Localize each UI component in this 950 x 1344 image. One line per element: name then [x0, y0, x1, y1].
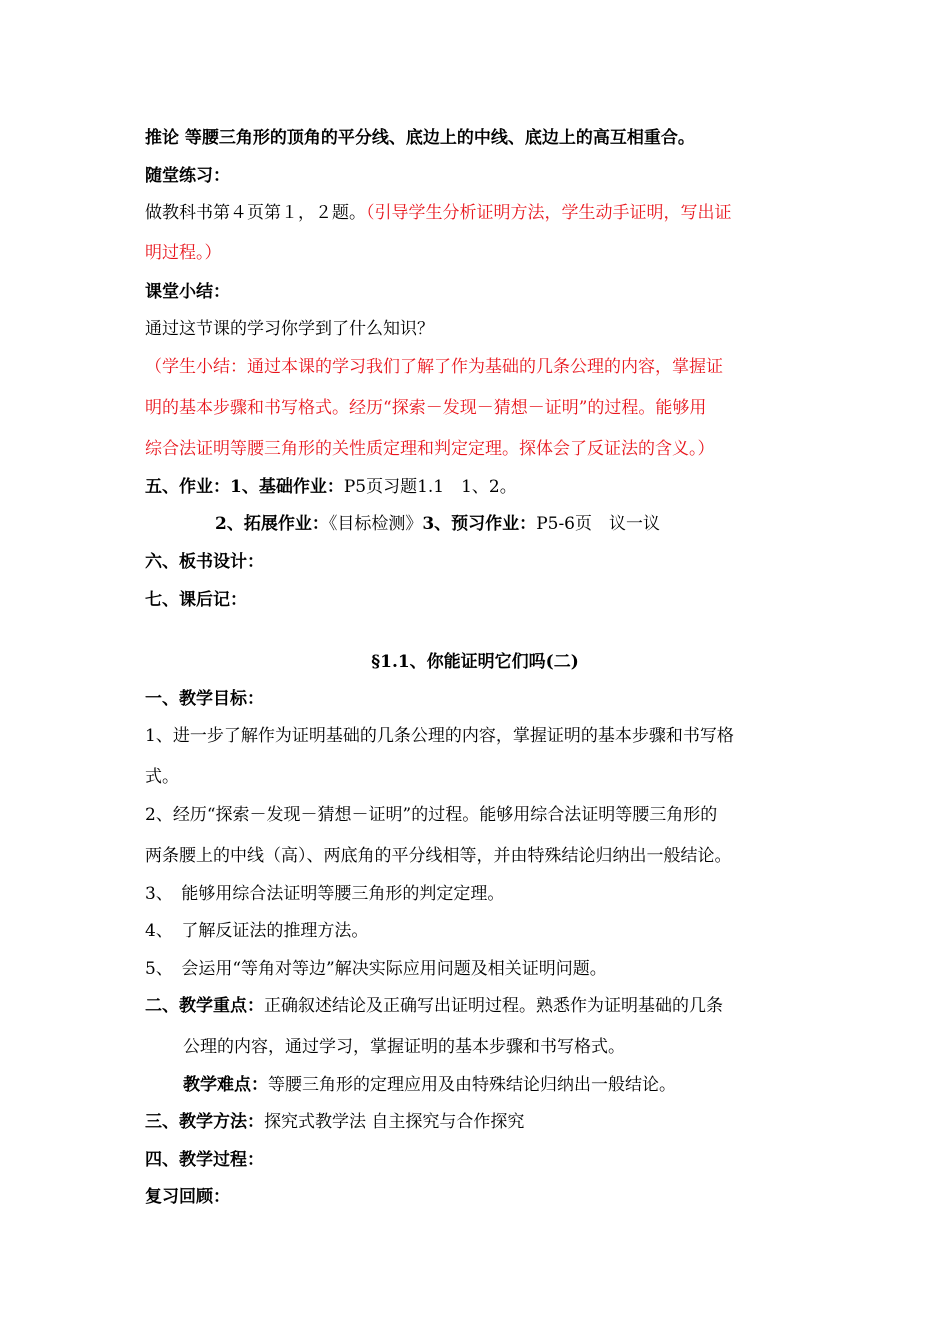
goal-1-line-1: 1、进一步了解作为证明基础的几条公理的内容，掌握证明的基本步骤和书写格	[145, 726, 734, 746]
practice-line	[145, 201, 815, 225]
summary-question: 通过这节课的学习你学到了什么知识？	[145, 319, 434, 339]
key-points-label: 二、教学重点：	[145, 996, 264, 1016]
homework-label: 五、作业：1、基础作业：	[145, 477, 344, 497]
homework-ext-text: 《目标检测》	[328, 514, 423, 534]
difficulty-line	[183, 1073, 853, 1097]
homework-basic: P5页习题1.1 1、2。	[343, 477, 517, 497]
practice-heading: 随堂练习：	[145, 166, 230, 186]
corollary-text: 等腰三角形的顶角的平分线、底边上的中线、底边上的高互相重合。	[184, 128, 695, 148]
method-text: 探究式教学法 自主探究与合作探究	[264, 1112, 525, 1132]
key-points-cont: 公理的内容，通过学习，掌握证明的基本步骤和书写格式。	[183, 1037, 625, 1057]
afterthought-heading: 七、课后记：	[145, 590, 247, 610]
method-line	[145, 1110, 815, 1134]
board-design-heading: 六、板书设计：	[145, 552, 264, 572]
goal-3: 3、 能够用综合法证明等腰三角形的判定定理。	[145, 884, 505, 904]
goal-2-line-2: 两条腰上的中线（高）、两底角的平分线相等，并由特殊结论归纳出一般结论。	[145, 846, 732, 866]
method-label: 三、教学方法：	[145, 1112, 264, 1132]
goals-heading: 一、教学目标：	[145, 689, 264, 709]
review-heading: 复习回顾：	[145, 1187, 230, 1207]
practice-note-cont: 明过程。）	[145, 243, 222, 263]
homework-ext-label: 2、拓展作业：	[215, 514, 329, 534]
section-title: §1.1、你能证明它们吗(二)	[371, 652, 579, 672]
practice-note: （引导学生分析证明方法，学生动手证明，写出证	[366, 203, 732, 223]
homework-extended-line	[215, 512, 885, 536]
goal-1-line-2: 式。	[145, 767, 179, 787]
summary-answer-line-3: 综合法证明等腰三角形的关性质定理和判定定理。探体会了反证法的含义。）	[145, 439, 715, 459]
corollary-label: 推论	[145, 128, 179, 148]
summary-answer-line-2: 明的基本步骤和书写格式。经历“探索－发现－猜想－证明”的过程。能够用	[145, 398, 707, 418]
goal-4: 4、 了解反证法的推理方法。	[145, 921, 369, 941]
homework-pre-label: 3、预习作业：	[422, 514, 537, 534]
goal-5: 5、 会运用“等角对等边”解决实际应用问题及相关证明问题。	[145, 959, 607, 979]
goal-2-line-1: 2、经历“探索－发现－猜想－证明”的过程。能够用综合法证明等腰三角形的	[145, 805, 718, 825]
difficulty-text: 等腰三角形的定理应用及由特殊结论归纳出一般结论。	[268, 1075, 676, 1095]
corollary-line	[145, 126, 815, 150]
difficulty-label: 教学难点：	[183, 1075, 268, 1095]
process-heading: 四、教学过程：	[145, 1150, 264, 1170]
summary-heading: 课堂小结：	[145, 282, 230, 302]
key-points-line	[145, 994, 815, 1018]
homework-pre-text: P5-6页 议一议	[536, 514, 661, 534]
summary-answer-line-1: （学生小结：通过本课的学习我们了解了作为基础的几条公理的内容，掌握证	[145, 357, 723, 377]
key-points-text: 正确叙述结论及正确写出证明过程。熟悉作为证明基础的几条	[264, 996, 723, 1016]
homework-line	[145, 475, 815, 499]
practice-text: 做教科书第４页第１，２题。	[145, 203, 366, 223]
